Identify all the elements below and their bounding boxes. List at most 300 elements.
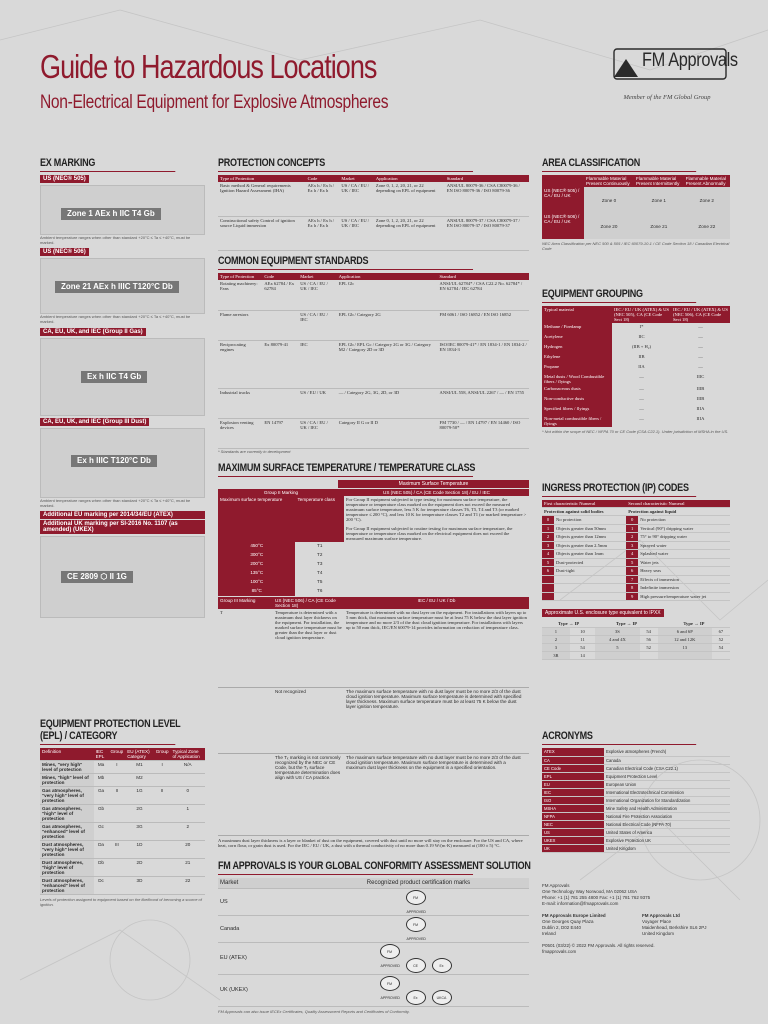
epl-cell: 1D xyxy=(125,841,154,859)
epl-cell: Ga xyxy=(94,787,109,805)
grouping-row-cell: — xyxy=(698,324,703,329)
gas-text-2: For Group II equipment subjected to routine testing for maximum surface temperature, the temperature or temperature class marked on the electrical equipment does not exceed the measured maximum surface temperature. xyxy=(346,526,513,541)
ip-row-cell: 1 xyxy=(626,524,638,533)
ip-row-cell: Water jets xyxy=(638,558,730,567)
area-row-cell: Zone 21 xyxy=(634,213,684,239)
cert-mark-icon: FM APPROVED xyxy=(380,976,400,991)
type-row-cell: 2 xyxy=(542,636,570,644)
ip-row-cell: 2 xyxy=(542,533,554,542)
grouping-row-cell: Methane / Firedamp xyxy=(542,323,612,333)
common-head-cell: Application xyxy=(337,273,438,280)
type-row-cell: 67 xyxy=(712,628,730,636)
common-row xyxy=(218,280,529,310)
epl-cell: 3G xyxy=(125,823,154,841)
dust-c: Not recognized xyxy=(273,687,344,753)
epl-row xyxy=(40,877,205,895)
common-row-cell: — / Category 2G, 3G, 2D, or 3D xyxy=(337,388,438,418)
grouping-row-cell: Carbonaceous dusts xyxy=(542,385,612,395)
epl-h-grp: Group xyxy=(108,748,125,761)
protection-row-cell: Basic method & General requirements Ignition Hazard Assessment (IHA) xyxy=(218,182,306,216)
dust-diagram xyxy=(40,428,205,498)
common-heading: COMMON EQUIPMENT STANDARDS xyxy=(218,255,473,270)
common-row-cell: Ex 80079-41 xyxy=(262,340,298,388)
epl-cell: Gas atmospheres, "very high" level of protection xyxy=(40,787,94,805)
epl-h-zone: Typical Zone of Application xyxy=(171,748,205,761)
ip-h1: First characteristic Numeral xyxy=(542,500,626,508)
ip-row-cell: 7 xyxy=(626,575,638,584)
dust-e: The Tₓ marking is not commonly recognized by the NEC or CE Code, but the Tₓ surface temperature determination does align with US / CA practice. xyxy=(273,753,344,835)
temperature-heading: MAXIMUM SURFACE TEMPERATURE / TEMPERATURE CLASS xyxy=(218,462,473,477)
grp-head-cell: IEC / EU / UK (ATEX) & US (NEC 505), CA (CE Code Sect 18) xyxy=(614,307,669,322)
grouping-row-cell: Non-conductive dusts xyxy=(542,395,612,405)
grouping-row-cell: — xyxy=(698,364,703,369)
dust-h2: US (NEC 506) / CA (CE Code Section 18) xyxy=(273,597,344,609)
acronym-row xyxy=(542,812,730,820)
epl-row xyxy=(40,774,205,787)
ip-row-cell: Heavy seas xyxy=(638,567,730,576)
epl-cell xyxy=(154,859,171,877)
us505-diagram xyxy=(40,185,205,235)
grouping-row-cell: IIIC xyxy=(696,374,705,379)
eu-diagram xyxy=(40,536,205,618)
epl-cell: 22 xyxy=(171,877,205,895)
epl-cell: Gc xyxy=(94,823,109,841)
ip-row xyxy=(542,533,730,542)
cert-mark-icon: FM APPROVED xyxy=(380,944,400,959)
grouping-row-cell: IIA xyxy=(638,364,645,369)
epl-cell: I xyxy=(108,761,125,774)
grouping-row xyxy=(542,343,730,353)
ip-row-cell: 0 xyxy=(542,516,554,525)
common-row-cell: Rotating machinery: Fans xyxy=(218,280,262,310)
ip-type-h3: Type → IP xyxy=(658,620,730,628)
acronym-row-cell: Mine Safety and Health Administration xyxy=(604,804,730,812)
epl-section xyxy=(40,718,205,907)
ip-heading: INGRESS PROTECTION (IP) CODES xyxy=(542,482,696,497)
epl-cell: 2D xyxy=(125,859,154,877)
acronym-row xyxy=(542,780,730,788)
acronym-row-cell: ISO xyxy=(542,796,604,804)
common-row-cell: Explosion venting devices xyxy=(218,418,262,448)
common-row-cell: EPL Gb / Category 2G xyxy=(337,310,438,340)
area-head-cell: Flammable Material Present Intermittently xyxy=(634,175,684,187)
gas-h1: Group II Marking xyxy=(218,489,344,496)
gas-diagram xyxy=(40,338,205,416)
epl-row xyxy=(40,787,205,805)
grouping-row-cell: — xyxy=(639,396,644,401)
epl-cell: Mb xyxy=(94,774,109,787)
ip-row-cell: 6 xyxy=(626,567,638,576)
dust-h1: Group III Marking xyxy=(218,597,273,609)
acronym-row xyxy=(542,788,730,796)
type-row-cell xyxy=(595,652,639,660)
acronym-row-cell: Equipment Protection Level xyxy=(604,772,730,780)
footer-eu-heading: FM Approvals Europe Limited xyxy=(542,913,606,918)
acronym-row xyxy=(542,764,730,772)
common-row-cell: US / EU / UK xyxy=(298,388,337,418)
grouping-row-cell: — xyxy=(698,354,703,359)
ex-marking-section xyxy=(40,157,205,618)
ip-row-cell: Objects greater than 2.5mm xyxy=(554,541,626,550)
grouping-row-cell: Hydrogen xyxy=(542,343,612,353)
fm-h-marks: Recognized product certification marks xyxy=(308,878,529,888)
ip-row-cell: 0 xyxy=(626,516,638,525)
ip-row-cell: 4 xyxy=(626,550,638,559)
acronym-row-cell: UKEX xyxy=(542,836,604,844)
ip-sub1: Protection against solid bodies xyxy=(542,508,626,516)
ip-row-cell: No protection xyxy=(638,516,730,525)
acronym-row-cell: EU xyxy=(542,780,604,788)
temp-max: 200°C xyxy=(218,560,295,569)
type-row xyxy=(542,652,730,660)
grouping-heading: EQUIPMENT GROUPING xyxy=(542,288,696,303)
fm-market: Canada xyxy=(218,915,308,942)
fm-row xyxy=(218,942,529,974)
epl-cell xyxy=(108,823,125,841)
epl-h-def: Definition xyxy=(40,748,94,761)
type-row-cell: 14 xyxy=(570,652,596,660)
uk-ukex-marking: Additional UK marking per SI-2016 No. 1107 (as amended) (UKEX) xyxy=(40,520,205,534)
common-row xyxy=(218,388,529,418)
grouping-row-cell: — xyxy=(639,374,644,379)
common-row-cell: Category II G or II D xyxy=(337,418,438,448)
temp-class: T2 xyxy=(317,552,323,557)
grp-head-cell: IEC / EU / UK (ATEX) & US (NEC 506), CA (CE Code Sect 18) xyxy=(673,307,728,322)
prot-head-cell: Code xyxy=(306,175,340,182)
ip-row-cell xyxy=(542,592,554,601)
area-table xyxy=(542,175,730,239)
ip-row-cell: 8 xyxy=(626,584,638,593)
grouping-row-cell: IIIA xyxy=(696,406,705,411)
epl-cell xyxy=(108,877,125,895)
area-head-cell: Flammable Material Present Continuously xyxy=(584,175,634,187)
ip-row-cell: High pressure/temperature water jet xyxy=(638,592,730,601)
ip-row-cell xyxy=(554,575,626,584)
ip-row-cell: 4 xyxy=(542,550,554,559)
grouping-row-cell: Ethylene xyxy=(542,353,612,363)
dust-note: Ambient temperature ranges when other than standard +20°C ≤ Ta ≤ +40°C, must be marked. xyxy=(40,498,191,508)
ip-row-cell xyxy=(554,584,626,593)
ip-row xyxy=(542,575,730,584)
ip-row-cell: Objects greater than 50mm xyxy=(554,524,626,533)
fm-note: FM Approvals can also issue IECEx Certificates, Quality Assessment Reports and Certificates of Conformity. xyxy=(218,1008,410,1014)
gas-col1: Maximum surface temperature xyxy=(218,496,295,542)
area-row xyxy=(542,213,730,239)
protection-heading: PROTECTION CONCEPTS xyxy=(218,157,473,172)
protection-row-cell: Zone 0, 1, 2, 20, 21, or 22 depending on EPL of equipment xyxy=(374,182,445,216)
type-row-cell: 52 xyxy=(712,636,730,644)
type-row-cell: 12 and 12K xyxy=(658,636,712,644)
fm-marks xyxy=(308,974,529,1006)
temp-row xyxy=(218,587,529,596)
gas-col2: Temperature class xyxy=(295,496,344,542)
fm-row xyxy=(218,888,529,915)
acronym-row-cell: CE Code xyxy=(542,764,604,772)
contact-footer xyxy=(542,883,730,955)
dust-f: The maximum surface temperature with no dust layer must be no more 2/3 of the dust cloud ignition temperature. Maximum surface temperature is determined with a maximum dust layer thickness on the equipment in a specified orientation. xyxy=(344,753,529,835)
dust-code: Ex h IIIC T120°C Db xyxy=(71,455,157,467)
epl-cell: 3D xyxy=(125,877,154,895)
temp-class: T3 xyxy=(317,561,323,566)
ip-type-h2: Type → IP xyxy=(595,620,657,628)
type-row-cell: 13 xyxy=(658,644,712,652)
dust-d: The maximum surface temperature with no dust layer must be no more 2/3 of the dust cloud ignition temperature. Maximum surface temperature is determined with specified layer thickness. Maximum surface temperature must be at least 75 K below the dust layer ignition temperature. xyxy=(344,687,529,753)
epl-cell: N/A xyxy=(171,761,205,774)
epl-note: Levels of protection assigned to equipment based on the likelihood of becoming a source of ignition. xyxy=(40,897,202,907)
us505-code: Zone 1 AEx h IIC T4 Gb xyxy=(61,208,161,220)
acronym-row xyxy=(542,772,730,780)
ip-row-cell xyxy=(554,592,626,601)
area-section xyxy=(542,157,730,251)
ip-row-cell: Vertical (90°) dripping water xyxy=(638,524,730,533)
epl-cell: Db xyxy=(94,859,109,877)
acronym-row-cell: European Union xyxy=(604,780,730,788)
grouping-table xyxy=(542,306,730,427)
epl-cell xyxy=(171,774,205,787)
epl-cell xyxy=(108,805,125,823)
cert-mark-icon: FM APPROVED xyxy=(406,917,426,932)
grouping-row xyxy=(542,395,730,405)
page-title: Guide to Hazardous Locations xyxy=(40,48,377,85)
ip-row-cell: 3 xyxy=(626,541,638,550)
protection-row-cell: ANSI/UL 80079-36 / CSA C80079-36 / EN ISO 80079-36 / ISO 80079-36 xyxy=(445,182,529,216)
protection-row-cell: Constructional safety Control of ignition source Liquid immersion xyxy=(218,216,306,250)
dust-h3: IEC / EU / UK / Db xyxy=(344,597,529,609)
common-row-cell: ISO/IEC 80079-41* / EN 1834-1 / EN 1834-2 / EN 1834-3 xyxy=(438,340,529,388)
cert-mark-icon: UKCA xyxy=(432,990,452,1005)
grouping-section xyxy=(542,288,730,434)
epl-cell: Da xyxy=(94,841,109,859)
common-row-cell: FM 6061 / ISO 16852 / EN ISO 16852 xyxy=(438,310,529,340)
epl-cell: Mines, "very high" level of protection xyxy=(40,761,94,774)
grouping-row-cell: Propane xyxy=(542,363,612,373)
common-note: * Standards are currently in development xyxy=(218,448,291,454)
type-row-cell: 56 xyxy=(640,636,658,644)
protection-row xyxy=(218,182,529,216)
epl-h-grp2: Group xyxy=(154,748,171,761)
ex-marking-heading: EX MARKING xyxy=(40,157,175,172)
grouping-note: * Not within the scope of NEC / NFPA 70 or CE Code (CSA C22.1). Under jurisdiction of MSHA in the US. xyxy=(542,429,729,434)
epl-cell xyxy=(154,841,171,859)
type-row-cell: 1 xyxy=(542,628,570,636)
epl-heading-2: (EPL) / CATEGORY xyxy=(40,730,175,745)
temp-class: T5 xyxy=(317,579,323,584)
common-row-cell: EN 14797 xyxy=(262,418,298,448)
fm-table xyxy=(218,878,529,1007)
fm-marks xyxy=(308,942,529,974)
ip-row xyxy=(542,550,730,559)
grouping-row xyxy=(542,323,730,333)
acronym-row-cell: Explosive Protection UK xyxy=(604,836,730,844)
grouping-row-cell: — xyxy=(698,344,703,349)
cert-mark-icon: Ex xyxy=(432,958,452,973)
acronym-row-cell: NEC xyxy=(542,820,604,828)
footer-us: FM Approvals One Technology Way Norwood, MA 02062 USA Phone: +1 (1) 781 255 4800 Fax: +1 (1) 781 762 9375 E-mail: information@fmapprovals.com xyxy=(542,883,651,906)
grouping-row-cell: IIC xyxy=(638,334,645,339)
ip-row xyxy=(542,567,730,576)
ip-row-cell: Effects of immersion xyxy=(638,575,730,584)
epl-row xyxy=(40,805,205,823)
epl-cell: M1 xyxy=(125,761,154,774)
acronym-row-cell: National Electrical Code (NFPA 70) xyxy=(604,820,730,828)
common-row-cell: US / CA / EU / UK / IEC xyxy=(298,280,337,310)
page-subtitle: Non-Electrical Equipment for Explosive Atmospheres xyxy=(40,92,389,113)
type-row xyxy=(542,636,730,644)
grouping-row-cell: — xyxy=(698,334,703,339)
fm-heading: FM APPROVALS IS YOUR GLOBAL CONFORMITY ASSESSMENT SOLUTION xyxy=(218,860,473,875)
common-row-cell: ANSI/UL 62784* / CSA C22.2 No. 62784* / EN 62784 / IEC 62784 xyxy=(438,280,529,310)
area-head-cell: Flammable Material Present Abnormally xyxy=(684,175,730,187)
common-section xyxy=(218,255,529,454)
grouping-row-cell: Non-metal combustible fibers / flyings xyxy=(542,415,612,427)
prot-head-cell: Market xyxy=(339,175,374,182)
ip-table xyxy=(542,500,730,601)
grouping-row xyxy=(542,385,730,395)
area-heading: AREA CLASSIFICATION xyxy=(542,157,696,172)
epl-cell: II xyxy=(108,787,125,805)
common-row-cell: Flame arrestors xyxy=(218,310,262,340)
acronym-row-cell: UK xyxy=(542,844,604,852)
protection-row-cell: Zone 0, 1, 2, 20, 21, or 22 depending on EPL of equipment xyxy=(374,216,445,250)
footer-eu: One Georges Quay Plaza Dublin 2, D02 E440 Ireland xyxy=(542,919,594,936)
footer-copyright: P0501 (03/22) © 2022 FM Approvals. All rights reserved. fmapprovals.com xyxy=(542,943,655,954)
ip-approx: Approximate U.S. enclosure type equivalent to IPXX xyxy=(542,609,664,617)
epl-cell: Dust atmospheres, "high" level of protection xyxy=(40,859,94,877)
epl-heading-1: EQUIPMENT PROTECTION LEVEL xyxy=(40,718,181,730)
area-row-cell: Zone 1 xyxy=(634,187,684,213)
ip-row-cell: Dust-tight xyxy=(554,567,626,576)
ip-row xyxy=(542,592,730,601)
grouping-row xyxy=(542,373,730,385)
area-note: NEC Area Classification per NEC 500 & 505 / IEC 60079-10-1 / CE Code Section 18 / Canadian Electrical Code xyxy=(542,241,730,251)
area-row xyxy=(542,187,730,213)
us505-tag: US (NEC® 505) xyxy=(40,175,89,183)
prot-head-cell: Application xyxy=(374,175,445,182)
epl-cell xyxy=(154,877,171,895)
common-row-cell: EPL Gb / EPL Gc / Category 2G or 3G / Category M2 / Category 2D or 3D xyxy=(337,340,438,388)
epl-cell: III xyxy=(108,841,125,859)
ip-row-cell: Objects greater than 12mm xyxy=(554,533,626,542)
temp-max: 300°C xyxy=(218,551,295,560)
fm-section xyxy=(218,860,529,1014)
type-row-cell xyxy=(640,652,658,660)
epl-cell: Dust atmospheres, "very high" level of protection xyxy=(40,841,94,859)
grouping-row xyxy=(542,363,730,373)
grouping-row-cell: IIIB xyxy=(696,386,705,391)
epl-cell: 0 xyxy=(171,787,205,805)
ip-row-cell xyxy=(542,584,554,593)
epl-cell: 20 xyxy=(171,841,205,859)
grp-head-cell: Typical material xyxy=(542,306,612,323)
dust-tag: CA, EU, UK, and IEC (Group III Dust) xyxy=(40,418,149,426)
fm-row xyxy=(218,974,529,1006)
grouping-row-cell: Metal dusts / Wood Combustible fibers / flyings xyxy=(542,373,612,385)
type-row-cell: 10 xyxy=(570,628,596,636)
ip-row-cell: No protection xyxy=(554,516,626,525)
acronym-row-cell: CA xyxy=(542,756,604,764)
ip-row xyxy=(542,558,730,567)
area-row-cell: Zone 2 xyxy=(684,187,730,213)
temp-max: 85°C xyxy=(218,587,295,596)
footer-uk-heading: FM Approvals Ltd xyxy=(642,913,680,918)
grouping-row xyxy=(542,415,730,427)
dust-layer-note: A maximum dust layer thickness is a layer or blanket of dust on the equipment, covered with dust until no more will stay on the enclosure. For the US and CA, where heat, corn flour, or grain dust is used. For the IEC / EU / UK, a dust with a thermal conductivity of no more than 0.19 W/(m·K) measured at (100 ± 5) °C. xyxy=(218,837,523,848)
ip-row-cell: Splashed water xyxy=(638,550,730,559)
acronym-row xyxy=(542,844,730,852)
protection-row-cell: US / CA / EU / UK / IEC xyxy=(339,216,374,250)
fm-marks xyxy=(308,888,529,915)
common-row xyxy=(218,310,529,340)
type-row xyxy=(542,628,730,636)
acronym-row-cell: Canada xyxy=(604,756,730,764)
ip-row-cell: 2 xyxy=(626,533,638,542)
type-row-cell xyxy=(712,652,730,660)
epl-cell: M2 xyxy=(125,774,154,787)
ip-row-cell: 3 xyxy=(542,541,554,550)
grouping-row-cell: Specified fibers / flyings xyxy=(542,405,612,415)
ip-row xyxy=(542,524,730,533)
epl-cell: Dust atmospheres, "enhanced" level of protection xyxy=(40,877,94,895)
ip-row-cell: Sprayed water xyxy=(638,541,730,550)
epl-h-epl: IEC EPL xyxy=(94,748,109,761)
temp-band: Maximum Surface Temperature xyxy=(338,480,529,488)
type-row-cell: 3 xyxy=(542,644,570,652)
common-head-cell: Market xyxy=(298,273,337,280)
temp-row xyxy=(218,551,529,560)
gas-tag: CA, EU, UK, and IEC (Group II Gas) xyxy=(40,328,146,336)
ip-row-cell: 1 xyxy=(542,524,554,533)
epl-cell: Mines, "high" level of protection xyxy=(40,774,94,787)
acronym-row-cell: United Kingdom xyxy=(604,844,730,852)
type-row-cell: 4 and 4X xyxy=(595,636,639,644)
area-row-cell: US (NEC® 505) / CA / EU / UK xyxy=(542,187,584,213)
grouping-row xyxy=(542,333,730,343)
area-row-cell: Zone 0 xyxy=(584,187,634,213)
temp-max: 450°C xyxy=(218,542,295,551)
brand-name: FM Approvals xyxy=(642,50,738,71)
common-head-cell: Type of Protection xyxy=(218,273,262,280)
common-row-cell: IEC xyxy=(298,340,337,388)
epl-cell: 2 xyxy=(171,823,205,841)
acronym-row-cell: MSHA xyxy=(542,804,604,812)
temp-max: 100°C xyxy=(218,578,295,587)
ip-row-cell xyxy=(542,575,554,584)
epl-cell: II xyxy=(154,787,171,805)
type-row-cell: 3R xyxy=(542,652,570,660)
us506-code: Zone 21 AEx h IIIC T120°C Db xyxy=(55,281,179,293)
epl-cell: 1 xyxy=(171,805,205,823)
ip-row xyxy=(542,516,730,525)
protection-row-cell: ANSI/UL 80079-37 / CSA C80079-37 / EN ISO 80079-37 / ISO 80079-37 xyxy=(445,216,529,250)
acronym-row-cell: EPL xyxy=(542,772,604,780)
ip-row-cell: 75° to 90° dripping water xyxy=(638,533,730,542)
ip-h2: Second characteristic Numeral xyxy=(626,500,730,508)
gas-h2: US (NEC 505) / CA (CE Code Section 18) / EU / IEC xyxy=(344,489,529,496)
footer-uk: Voyager Place Maidenhead, Berkshire SL6 2PJ United Kingdom xyxy=(642,919,707,936)
area-row-cell: Zone 20 xyxy=(584,213,634,239)
type-row-cell: 3S xyxy=(595,628,639,636)
epl-cell: Dc xyxy=(94,877,109,895)
type-row-cell: 52 xyxy=(640,644,658,652)
common-row xyxy=(218,340,529,388)
acronym-row-cell: Canadian Electrical Code (CSA C22.1) xyxy=(604,764,730,772)
prot-head-cell: Standard xyxy=(445,175,529,182)
epl-cell xyxy=(154,774,171,787)
ip-row-cell: Dust-protected xyxy=(554,558,626,567)
epl-cell xyxy=(108,774,125,787)
common-row-cell xyxy=(262,310,298,340)
temp-class: T4 xyxy=(317,570,323,575)
